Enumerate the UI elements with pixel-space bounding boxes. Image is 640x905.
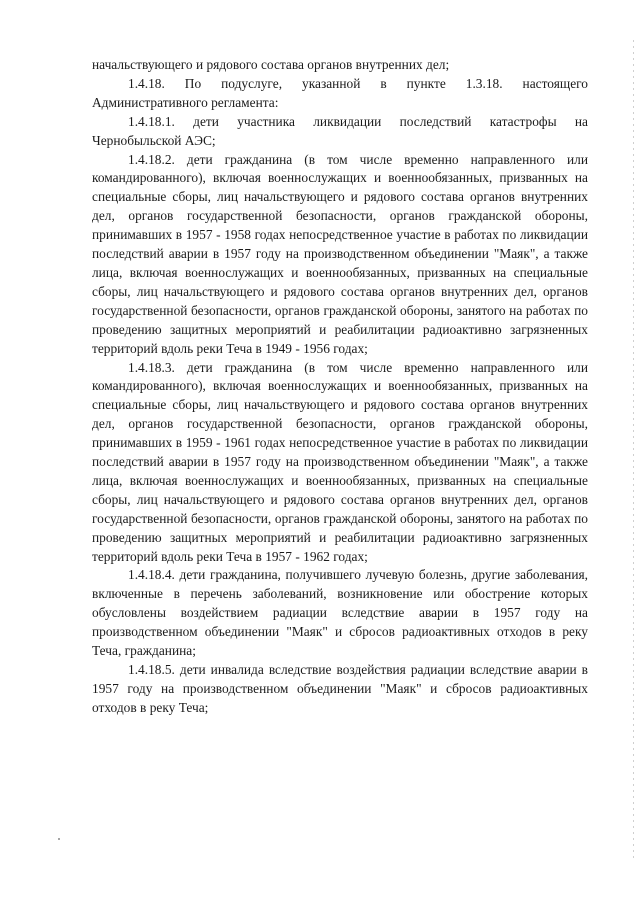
- paragraph-1-4-18: 1.4.18. По подуслуге, указанной в пункте 1.3.18. настоящего Административного регламента:: [92, 75, 588, 110]
- scan-edge-shadow: [633, 40, 634, 860]
- paragraph-1-4-18-4: 1.4.18.4. дети гражданина, получившего лучевую болезнь, другие заболевания, включенные в перечень заболеваний, возникновение или обострение которых обусловлены воздействием радиации вследствие аварии в 1957 году на производственном объединении "Маяк" и сбросов радиоактивных отходов в реку Теча, гражданина;: [92, 567, 588, 659]
- scan-speck: [58, 838, 60, 840]
- paragraph-1-4-18-5: 1.4.18.5. дети инвалида вследствие воздействия радиации вследствие аварии в 1957 году на производственном объединении "Маяк" и сбросов радиоактивных отходов в реку Теча;: [92, 662, 588, 715]
- paragraph-1-4-18-3: 1.4.18.3. дети гражданина (в том числе временно направленного или командированного), включая военнослужащих и военнообязанных, призванных на специальные сборы, лиц начальствующего и рядового состава органов внутренних дел, органов государственной безопасности, органов гражданской обороны, принимавших в 1959 - 1961 годах непосредственное участие в работах по ликвидации последствий аварии в 1957 году на производственном объединении "Маяк", а также лица, включая военнослужащих и военнообязанных, призванных на специальные сборы, лиц начальствующего и рядового состава органов внутренних дел, органов государственной безопасности, органов гражданской обороны, занятого на работах по проведению защитных мероприятий и реабилитации радиоактивно загрязненных территорий вдоль реки Теча в 1957 - 1962 годах;: [92, 359, 588, 564]
- paragraph-continuation: начальствующего и рядового состава органов внутренних дел;: [92, 57, 450, 72]
- paragraph-1-4-18-1: 1.4.18.1. дети участника ликвидации последствий катастрофы на Чернобыльской АЭС;: [92, 113, 588, 148]
- document-body: [92, 56, 588, 718]
- paragraph-1-4-18-2: 1.4.18.2. дети гражданина (в том числе временно направленного или командированного), включая военнослужащих и военнообязанных, призванных на специальные сборы, лиц начальствующего и рядового состава органов внутренних дел, органов государственной безопасности, органов гражданской обороны, принимавших в 1957 - 1958 годах непосредственное участие в работах по ликвидации последствий аварии в 1957 году на производственном объединении "Маяк", а также лица, включая военнослужащих и военнообязанных, призванных на специальные сборы, лиц начальствующего и рядового состава органов внутренних дел, органов государственной безопасности, органов гражданской обороны, занятого на работах по проведению защитных мероприятий и реабилитации радиоактивно загрязненных территорий вдоль реки Теча в 1949 - 1956 годах;: [92, 151, 588, 356]
